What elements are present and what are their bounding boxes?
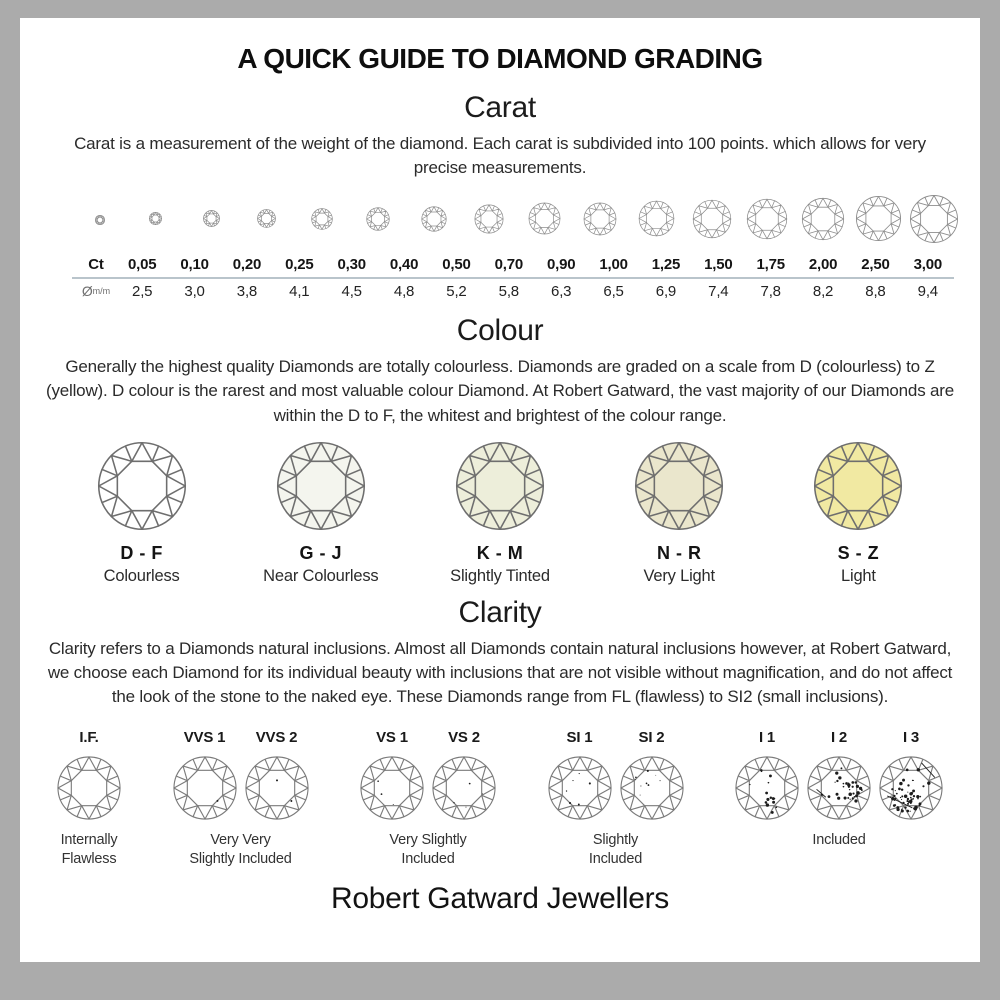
carat-size-cell: [909, 194, 959, 249]
carat-ct-value: 1,50: [704, 256, 733, 274]
carat-mm-value: 4,1: [289, 283, 310, 301]
clarity-grade-stones: [547, 755, 685, 821]
clarity-grade-label: VS 1: [376, 729, 408, 746]
carat-size-cell: [746, 198, 788, 245]
carat-diamond-icon: [692, 199, 732, 239]
carat-diamond-icon: [855, 195, 902, 242]
clarity-caption-line: Slightly Included: [189, 850, 292, 867]
carat-ct-value: 0,30: [337, 256, 366, 274]
poster-page: [20, 18, 980, 962]
carat-conversion-table: [72, 256, 954, 300]
clarity-grade-label: I 1: [758, 729, 776, 746]
colour-diamond-icon: [275, 440, 367, 532]
colour-grade-column: [231, 440, 410, 586]
clarity-grade-label: I 3: [902, 729, 920, 746]
diameter-symbol: Ø: [81, 283, 93, 300]
colour-grade-column: [769, 440, 948, 586]
colour-grade-column: [410, 440, 589, 586]
carat-diamond-icon: [638, 200, 675, 237]
carat-ct-value: 3,00: [913, 256, 943, 274]
clarity-caption-line: Very Very: [210, 832, 271, 848]
clarity-grade-group: [734, 729, 944, 869]
clarity-caption-line: Included: [812, 832, 866, 848]
carat-row-label: Ct: [88, 256, 104, 274]
brand-footer: Robert Gatward Jewellers: [331, 881, 669, 915]
carat-ct-value: 0,70: [494, 256, 524, 274]
colour-diamond-icon: [96, 440, 188, 532]
colour-grade-label: Light: [841, 566, 876, 585]
clarity-diamond-icon: [56, 755, 122, 821]
clarity-grade-caption: [172, 831, 310, 869]
carat-ct-value: 0,25: [285, 256, 314, 274]
clarity-grade-labels: [172, 729, 310, 746]
colour-grade-scale: [52, 440, 948, 586]
carat-ct-value: 0,10: [180, 256, 209, 274]
clarity-diamond-icon: [244, 755, 310, 821]
colour-grade-column: [590, 440, 769, 586]
colour-section-heading: Colour: [456, 314, 544, 348]
carat-diamond-icon: [474, 204, 504, 234]
carat-diamond-icon: [257, 209, 276, 228]
carat-diamond-icon: [95, 215, 105, 225]
carat-diamond-icon: [421, 206, 447, 232]
clarity-grade-label: VVS 2: [255, 729, 298, 746]
carat-ct-value: 0,90: [546, 256, 576, 274]
carat-diamond-icon: [311, 208, 333, 230]
clarity-grade-label: SI 1: [566, 729, 593, 746]
carat-size-scale: [72, 190, 962, 252]
carat-mm-value: 3,0: [184, 283, 205, 301]
clarity-diamond-icon: [547, 755, 613, 821]
carat-diamond-icon: [746, 198, 788, 240]
carat-mm-value: 7,4: [708, 283, 729, 301]
colour-diamond-icon: [633, 440, 725, 532]
carat-mm-value: 8,2: [812, 283, 834, 301]
carat-ct-value: 1,00: [599, 256, 628, 274]
clarity-grade-labels: [734, 729, 944, 746]
clarity-caption-line: Internally: [60, 832, 118, 848]
clarity-caption-line: Included: [401, 850, 455, 867]
clarity-grade-caption: [56, 831, 122, 869]
carat-size-cell: [95, 212, 105, 230]
carat-mm-value: 4,8: [393, 283, 415, 301]
carat-size-cell: [203, 210, 220, 232]
colour-grade-label: Very Light: [643, 566, 715, 585]
diameter-unit: m/m: [92, 286, 111, 297]
clarity-description: Clarity refers to a Diamonds natural inclusions. Almost all Diamonds contain natural inclusions however, at Robert Gatward, we choose each Diamond for its individual beauty with inclusions that are not visible without magnification, and do not affect the look of the stone to the naked eye. These Diamonds range from FL (flawless) to SI2 (small inclusions).: [47, 638, 953, 706]
colour-diamond-icon: [812, 440, 904, 532]
clarity-caption-line: Very Slightly: [389, 832, 467, 848]
clarity-grade-stones: [172, 755, 310, 821]
clarity-grade-labels: [359, 729, 497, 746]
clarity-caption-line: Flawless: [61, 850, 117, 867]
colour-grade-range: K - M: [476, 542, 524, 563]
clarity-caption-line: Included: [588, 850, 643, 867]
carat-diamond-icon: [909, 194, 959, 244]
carat-size-cell: [583, 202, 617, 241]
carat-mm-value: 8,8: [865, 283, 886, 301]
colour-grade-range: S - Z: [837, 542, 880, 563]
carat-size-cell: [801, 197, 845, 246]
carat-description: Carat is a measurement of the weight of the diamond. Each carat is subdivided into 100 points. which allows for very precise measurements.: [74, 134, 926, 178]
carat-mm-value: 6,9: [655, 283, 677, 301]
clarity-grade-group: [547, 729, 685, 869]
clarity-grade-labels: [56, 729, 122, 746]
carat-mm-value: 9,4: [917, 283, 938, 301]
clarity-diamond-icon: [172, 755, 238, 821]
carat-size-cell: [474, 204, 504, 239]
clarity-grade-scale: [56, 729, 944, 869]
clarity-diamond-icon: [619, 755, 685, 821]
clarity-diamond-icon: [878, 755, 944, 821]
carat-diamond-icon: [528, 202, 561, 235]
carat-ct-value: 0,50: [442, 256, 471, 274]
clarity-grade-label: VVS 1: [183, 729, 226, 746]
clarity-grade-label: I 2: [830, 729, 848, 746]
carat-size-cell: [149, 212, 162, 230]
carat-mm-value: 6,3: [551, 283, 572, 301]
clarity-grade-group: [359, 729, 497, 869]
clarity-grade-label: VS 2: [448, 729, 480, 746]
clarity-diamond-icon: [359, 755, 425, 821]
carat-size-cell: [366, 207, 390, 236]
colour-diamond-icon: [454, 440, 546, 532]
colour-grade-range: N - R: [656, 542, 702, 563]
carat-mm-value: 7,8: [760, 283, 781, 301]
carat-size-cell: [692, 199, 732, 244]
carat-ct-value: 0,20: [232, 256, 262, 274]
carat-mm-value: 4,5: [341, 283, 362, 301]
carat-ct-row: [72, 256, 954, 273]
carat-ct-value: 1,25: [651, 256, 681, 274]
diameter-row-label: [72, 283, 116, 299]
page-title: A QUICK GUIDE TO DIAMOND GRADING: [237, 43, 763, 74]
clarity-diamond-icon: [734, 755, 800, 821]
carat-ct-value: 1,75: [756, 256, 785, 274]
colour-grade-range: D - F: [120, 542, 163, 563]
carat-size-cell: [421, 206, 447, 237]
carat-size-cell: [855, 195, 902, 247]
carat-size-cell: [638, 200, 675, 242]
clarity-grade-stones: [56, 755, 122, 821]
clarity-grade-stones: [734, 755, 944, 821]
clarity-grade-caption: [734, 831, 944, 850]
carat-mm-value: 5,8: [498, 283, 519, 301]
carat-mm-row: [72, 277, 954, 300]
clarity-grade-labels: [547, 729, 685, 746]
carat-mm-value: 5,2: [446, 283, 467, 301]
carat-mm-value: 6,5: [603, 283, 624, 301]
clarity-section-heading: Clarity: [458, 595, 542, 629]
carat-diamond-icon: [583, 202, 617, 236]
carat-size-cell: [311, 208, 333, 235]
colour-grade-label: Slightly Tinted: [450, 566, 550, 585]
colour-grade-label: Near Colourless: [263, 566, 379, 585]
clarity-grade-stones: [359, 755, 497, 821]
clarity-diamond-icon: [431, 755, 497, 821]
clarity-grade-group: [172, 729, 310, 869]
clarity-grade-caption: [547, 831, 685, 869]
colour-grade-range: G - J: [299, 542, 343, 563]
carat-ct-value: 0,05: [127, 256, 157, 274]
clarity-caption-line: Slightly: [592, 832, 639, 848]
colour-grade-column: [52, 440, 231, 586]
carat-diamond-icon: [149, 212, 162, 225]
carat-ct-value: 0,40: [389, 256, 419, 274]
carat-ct-value: 2,50: [861, 256, 890, 274]
carat-mm-value: 2,5: [132, 283, 153, 301]
clarity-grade-group: [56, 729, 122, 869]
clarity-diamond-icon: [806, 755, 872, 821]
colour-description: Generally the highest quality Diamonds are totally colourless. Diamonds are graded on a scale from D (colourless) to Z (yellow). D colour is the rarest and most valuable colour Diamond. At Robert Gatward, the vast majority of our Diamonds are within the D to F, the whitest and brightest of the colour range.: [46, 357, 954, 425]
carat-section-heading: Carat: [464, 91, 536, 124]
clarity-grade-caption: [359, 831, 497, 869]
clarity-grade-label: I.F.: [79, 729, 99, 746]
carat-size-cell: [257, 209, 276, 233]
carat-diamond-icon: [203, 210, 220, 227]
clarity-grade-label: SI 2: [638, 729, 665, 746]
colour-grade-label: Colourless: [103, 566, 180, 585]
carat-ct-value: 2,00: [808, 256, 838, 274]
carat-diamond-icon: [801, 197, 845, 241]
carat-mm-value: 3,8: [236, 283, 258, 301]
carat-diamond-icon: [366, 207, 390, 231]
carat-size-cell: [528, 202, 561, 240]
